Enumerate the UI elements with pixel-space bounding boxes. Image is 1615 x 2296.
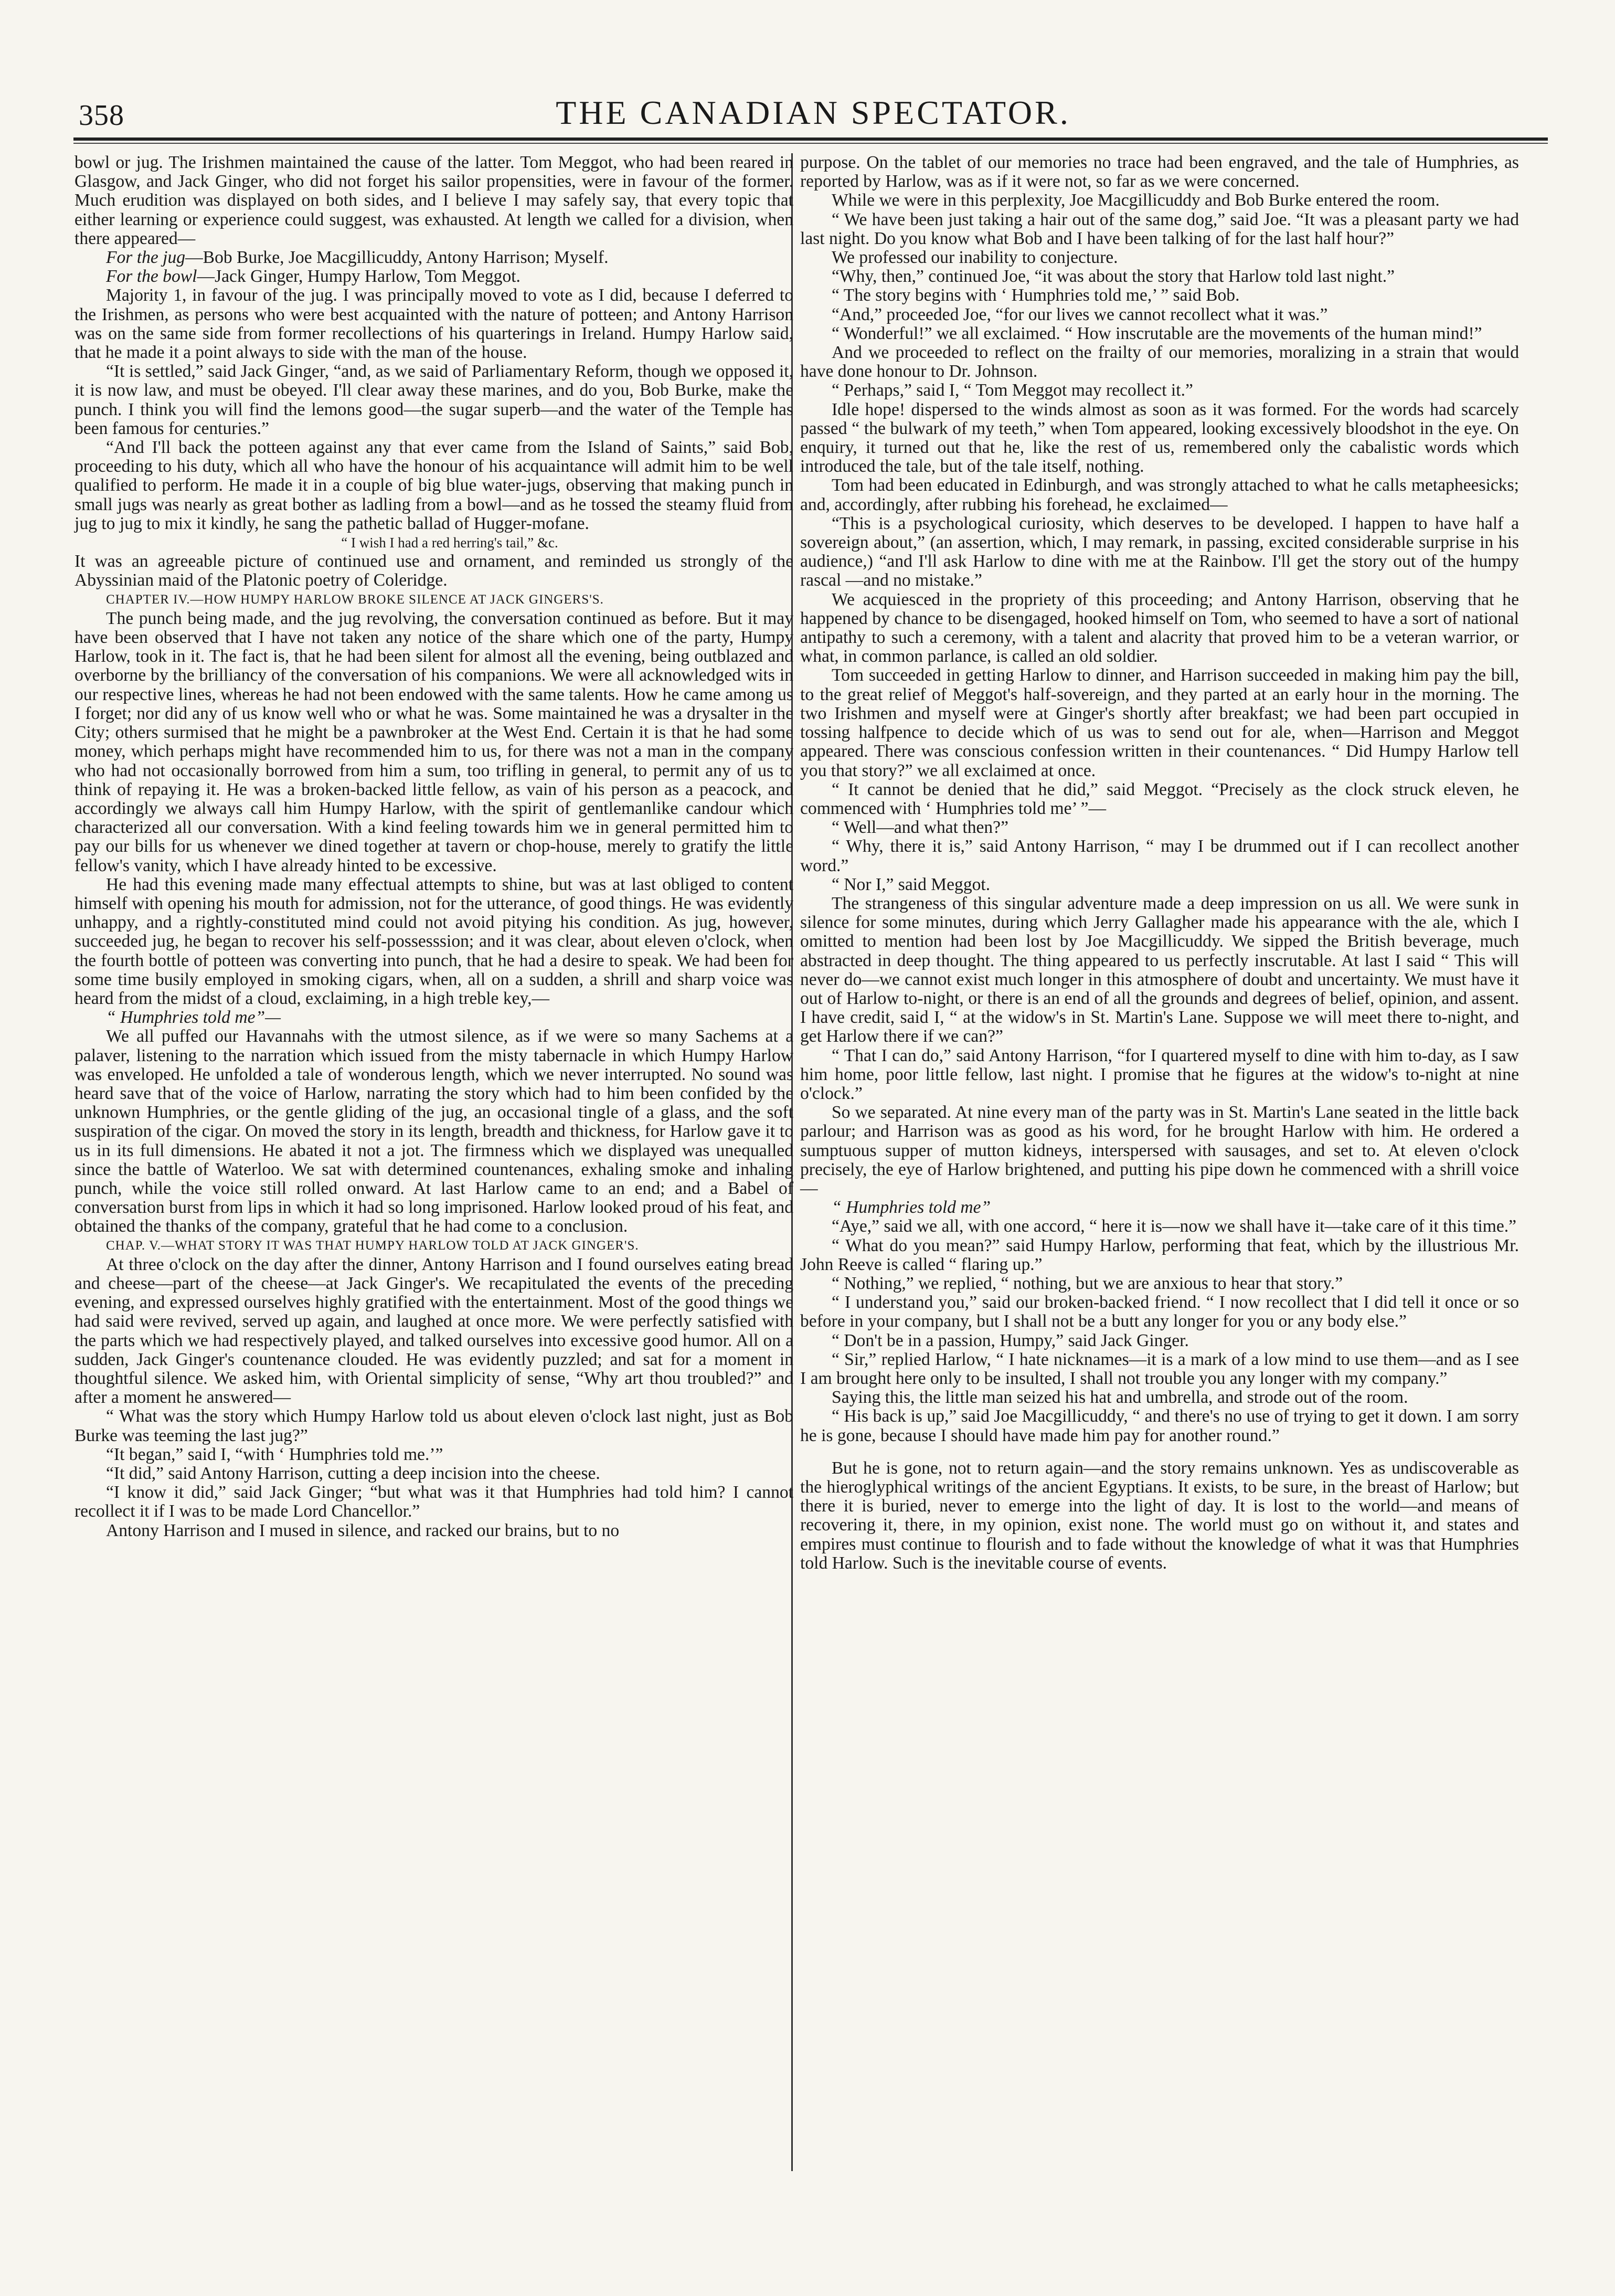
vote-bowl bbox=[75, 267, 793, 286]
paragraph: Tom had been educated in Edinburgh, and was strongly attached to what he calls metapheesicks; and, accordingly, after rubbing his forehead, he exclaimed— bbox=[800, 475, 1519, 514]
chapter-heading: CHAPTER IV.—HOW HUMPY HARLOW BROKE SILENCE AT JACK GINGERS'S. bbox=[106, 592, 604, 607]
paragraph: At three o'clock on the day after the dinner, Antony Harrison and I found ourselves eating bread and cheese—part of the cheese—at Jack Ginger's. We recapitulated the events of the preceding evening, and expressed ourselves highly gratified with the entertainment. Most of the good things we had said were revived, served up again, and laughed at once more. We were perfectly satisfied with the parts which we had respectively played, and talked ourselves into excessive good humor. All on a sudden, Jack Ginger's countenance clouded. He was evidently puzzled; and sat for a moment in thoughtful silence. We asked him, with Oriental simplicity of sense, “Why art thou troubled?” and after a moment he answered— bbox=[75, 1254, 793, 1408]
paragraph: bowl or jug. The Irishmen maintained the cause of the latter. Tom Meggot, who had been reared in Glasgow, and Jack Ginger, who did not forget his sailor propensities, were in favour of the former. Much erudition was displayed on both sides, and I believe I may safely say, that every topic that either learning or experience could suggest, was exhausted. At length we called for a division, when there appeared— bbox=[75, 153, 793, 248]
paragraph: The punch being made, and the jug revolving, the conversation continued as before. But it may have been observed that I have not taken any notice of the share which one of the party, Humpy Harlow, took in it. The fact is, that he had been silent for almost all the evening, being outblazed and overborne by the brilliancy of the conversation of his companions. We were all acknowledged wits in our respective lines, whereas he had not been endowed with the same talents. How he came among us I forget; nor did any of us know well who or what he was. Some maintained he was a drysalter in the City; others surmised that he might be a pawnbroker at the West End. Certain it is that he had some money, which perhaps might have recommended him to us, for there was not a man in the company who had not occasionally borrowed from him a sum, too trifling in general, to permit any of us to think of repaying it. He was a broken-backed little fellow, as vain of his person as a peacock, and accordingly we always call him Humpy Harlow, with the spirit of gentlemanlike candour which characterized all our conversation. With a kind feeling towards him we in general permitted him to pay our bills for us whenever we dined together at tavern or chop-house, merely to gratify the little fellow's vanity, which I have already hinted to be excessive. bbox=[75, 608, 793, 875]
paragraph: “ It cannot be denied that he did,” said Meggot. “Precisely as the clock struck eleven, he commenced with ‘ Humphries told me’ ”— bbox=[800, 779, 1519, 818]
paragraph: Majority 1, in favour of the jug. I was principally moved to vote as I did, because I deferred to the Irishmen, as persons who were best acquainted with the nature of potteen; and Antony Harrison was on the same side from former recollections of his quarterings in Ireland. Humpy Harlow said, that he made it a point always to side with the man of the house. bbox=[75, 285, 793, 363]
page-number: 358 bbox=[79, 99, 124, 132]
paragraph: “And I'll back the potteen against any that ever came from the Island of Saints,” said Bob, proceeding to his duty, which all who have the honour of his acquaintance will admit him to be well qualified to perform. He made it in a couple of big blue water-jugs, observing that making punch in small jugs was nearly as great bother as ladling from a bowl—and as he tossed the steamy fluid from jug to jug to mix it kindly, he sang the pathetic ballad of Hugger-mofane. bbox=[75, 438, 793, 533]
paragraph: Saying this, the little man seized his hat and umbrella, and strode out of the room. bbox=[832, 1388, 1408, 1408]
paragraph: purpose. On the tablet of our memories no trace had been engraved, and the tale of Humphries, as reported by Harlow, was as if it were not, so far as we were concerned. bbox=[800, 153, 1519, 192]
paragraph: Idle hope! dispersed to the winds almost as soon as it was formed. For the words had scarcely passed “ the bulwark of my teeth,” when Tom appeared, looking excessively bloodshot in the eye. On enquiry, it turned out that he, like the rest of us, remembered only the cabalistic words which introduced the tale, but of the tale itself, nothing. bbox=[800, 399, 1519, 477]
paragraph: “ Don't be in a passion, Humpy,” said Jack Ginger. bbox=[832, 1330, 1189, 1350]
paragraph: While we were in this perplexity, Joe Macgillicuddy and Bob Burke entered the room. bbox=[832, 191, 1440, 210]
paragraph: He had this evening made many effectual attempts to shine, but was at last obliged to content himself with opening his mouth for admission, not for the utterance, of good things. He was evidently unhappy, and a rightly-constituted mind could not avoid pitying his condition. As jug, however, succeeded jug, he began to recover his self-possesssion; and it was clear, about eleven o'clock, when the fourth bottle of potteen was converting into punch, that he had a desire to speak. We had been for some time busily employed in smoking cigars, when, all on a sudden, a shrill and sharp voice was heard from the midst of a cloud, exclaiming, in a high treble key,— bbox=[75, 874, 793, 1008]
vote-bowl-label: For the bowl bbox=[106, 267, 197, 287]
paragraph: “ What was the story which Humpy Harlow told us about eleven o'clock last night, just as Bob Burke was teeming the last jug?” bbox=[75, 1406, 793, 1445]
header-rule bbox=[73, 137, 1548, 141]
vote-jug-names: —Bob Burke, Joe Macgillicuddy, Antony Harrison; Myself. bbox=[185, 248, 609, 268]
paragraph: “ Nor I,” said Meggot. bbox=[832, 874, 991, 894]
paragraph: “Aye,” said we all, with one accord, “ here it is—now we shall have it—take care of it this time.” bbox=[832, 1216, 1517, 1236]
paragraph: “ Sir,” replied Harlow, “ I hate nicknames—it is a mark of a low mind to use them—and as I see I am brought here only to be insulted, I shall not trouble you any longer with my company.” bbox=[800, 1349, 1519, 1388]
paragraph: “ What do you mean?” said Humpy Harlow, performing that feat, which by the illustrious Mr. John Reeve is called “ flaring up.” bbox=[800, 1235, 1519, 1274]
paragraph: “ Wonderful!” we all exclaimed. “ How inscrutable are the movements of the human mind!” bbox=[832, 323, 1482, 343]
vote-bowl-names: —Jack Ginger, Humpy Harlow, Tom Meggot. bbox=[197, 267, 520, 287]
paragraph: “ Humphries told me” bbox=[832, 1198, 991, 1218]
paragraph: The strangeness of this singular adventure made a deep impression on us all. We were sunk in silence for some minutes, during which Jerry Gallagher made his appearance with the ale, which I omitted to mention had been lost by Joe Macgillicuddy. We sipped the British beverage, much abstracted in deep thought. The thing appeared to us perfectly inscrutable. At last I said “ This will never do—we cannot exist much longer in this atmosphere of doubt and uncertainty. We must have it out of Harlow to-night, or there is an end of all the grounds and degrees of belief, opinion, and assent. I have credit, said I, “ at the widow's in St. Martin's Lane. Suppose we will meet there to-night, and get Harlow there if we can?” bbox=[800, 893, 1519, 1046]
paragraph: “This is a psychological curiosity, which deserves to be developed. I happen to have half a sovereign about,” (an assertion, which, I may remark, in passing, excited considerable surprise in his audience,) “and I'll ask Harlow to dine with me at the Rainbow. I'll get the story out of the humpy rascal —and no mistake.” bbox=[800, 513, 1519, 590]
paragraph: And we proceeded to reflect on the frailty of our memories, moralizing in a strain that would have done honour to Dr. Johnson. bbox=[800, 343, 1519, 382]
paragraph: “ Humphries told me”— bbox=[106, 1008, 281, 1028]
paragraph: “And,” proceeded Joe, “for our lives we cannot recollect what it was.” bbox=[832, 304, 1328, 324]
paragraph: It was an agreeable picture of continued use and ornament, and reminded us strongly of the Abyssinian maid of the Platonic poetry of Coleridge. bbox=[75, 552, 793, 590]
paragraph: “It is settled,” said Jack Ginger, “and, as we said of Parliamentary Reform, though we opposed it, it is now law, and must be obeyed. I'll clear away these marines, and do you, Bob Burke, make the punch. I think you will find the lemons good—the sugar superb—and the water of the Temple has been famous for centuries.” bbox=[75, 362, 793, 438]
paragraph: We professed our inability to conjecture. bbox=[832, 248, 1118, 268]
left-column bbox=[75, 153, 793, 1540]
paragraph: “ Well—and what then?” bbox=[832, 818, 1008, 838]
paragraph: Antony Harrison and I mused in silence, and racked our brains, but to no bbox=[106, 1520, 620, 1540]
paragraph: “ We have been just taking a hair out of the same dog,” said Joe. “It was a pleasant party we had last night. Do you know what Bob and I have been talking of for the last half hour?” bbox=[800, 209, 1519, 248]
paragraph: “ Perhaps,” said I, “ Tom Meggot may recollect it.” bbox=[832, 380, 1193, 400]
paragraph: We all puffed our Havannahs with the utmost silence, as if we were so many Sachems at a palaver, listening to the narration which issued from the misty tabernacle in which Humpy Harlow was enveloped. He unfolded a tale of wonderous length, which we never interrupted. No sound was heard save that of the voice of Harlow, narrating the story which had to him been confided by the unknown Humphries, or the gentle gliding of the jug, an occasional tingle of a glass, and the soft suspiration of the cigar. On moved the story in its length, breadth and thickness, for Harlow gave it to us in its full dimensions. He abated it not a jot. The firmness which we displayed was unequalled since the battle of Waterloo. We sat with determined countenances, exhaling smoke and inhaling punch, while the voice still rolled onward. At last Harlow came to an end; and a Babel of conversation burst from lips in which it had so long imprisoned. Harlow looked proud of his feat, and obtained the thanks of the company, grateful that he had come to a conclusion. bbox=[75, 1027, 793, 1236]
paragraph: “ That I can do,” said Antony Harrison, “for I quartered myself to dine with him to-day, as I saw him home, poor little fellow, last night. I promise that he figures at the widow's to-night at nine o'clock.” bbox=[800, 1045, 1519, 1103]
paragraph: So we separated. At nine every man of the party was in St. Martin's Lane seated in the little back parlour; and Harrison was as good as his word, for he brought Harlow with him. He ordered a sumptuous supper of mutton kidneys, interspersed with sausages, and set to. At eleven o'clock precisely, the eye of Harlow brightened, and putting his pipe down he commenced with a shrill voice— bbox=[800, 1103, 1519, 1198]
paragraph: “ The story begins with ‘ Humphries told me,’ ” said Bob. bbox=[832, 285, 1240, 305]
paragraph: “Why, then,” continued Joe, “it was about the story that Harlow told last night.” bbox=[832, 267, 1395, 287]
paragraph: “ His back is up,” said Joe Macgillicuddy, “ and there's no use of trying to get it down. I am sorry he is gone, because I should have made him pay for another round.” bbox=[800, 1406, 1519, 1445]
vote-jug bbox=[75, 248, 793, 267]
chapter-heading: CHAP. V.—WHAT STORY IT WAS THAT HUMPY HARLOW TOLD AT JACK GINGER'S. bbox=[106, 1238, 639, 1253]
paragraph: But he is gone, not to return again—and the story remains unknown. Yes as undiscoverable as the hieroglyphical writings of the ancient Egyptians. It exists, to be sure, in the breast of Harlow; but there it is buried, never to emerge into the light of day. It is lost to the world—and means of recovering it, there, in my opinion, exist none. The world must go on without it, and states and empires must continue to flourish and to fade without the knowledge of what it was that Humphries told Harlow. Such is the inevitable course of events. bbox=[800, 1458, 1519, 1573]
paragraph: We acquiesced in the propriety of this proceeding; and Antony Harrison, observing that he happened by chance to be disengaged, hooked himself on Tom, who seemed to have a sort of national antipathy to such a ceremony, with a talent and alacrity that proved him to be a veteran warrior, or what, in common parlance, is called an old soldier. bbox=[800, 589, 1519, 666]
journal-title: THE CANADIAN SPECTATOR. bbox=[556, 94, 1071, 131]
verse-quote: “ I wish I had a red herring's tail,” &c. bbox=[341, 535, 558, 551]
vote-jug-label: For the jug bbox=[106, 248, 186, 268]
paragraph: “ I understand you,” said our broken-backed friend. “ I now recollect that I did tell it once or so before in your company, but I shall not be a butt any longer for you or any body else.” bbox=[800, 1293, 1519, 1331]
page-header bbox=[79, 93, 1548, 141]
paragraph: Tom succeeded in getting Harlow to dinner, and Harrison succeeded in making him pay the bill, to the great relief of Meggot's half-sovereign, and they parted at an early hour in the morning. The two Irishmen and myself were at Ginger's shortly after breakfast; we had been part occupied in tossing halfpence to decide which of us was to send out for ale, when—Harrison and Meggot appeared. There was conscious confession written in their countenances. “ Did Humpy Harlow tell you that story?” we all exclaimed at once. bbox=[800, 665, 1519, 780]
header-rule-thin bbox=[73, 143, 1548, 144]
paragraph: “It did,” said Antony Harrison, cutting a deep incision into the cheese. bbox=[106, 1464, 600, 1484]
paragraph: “ Nothing,” we replied, “ nothing, but we are anxious to hear that story.” bbox=[832, 1273, 1343, 1293]
right-column bbox=[800, 153, 1519, 1573]
paragraph: “I know it did,” said Jack Ginger; “but what was it that Humphries had told him? I cannot recollect it if I was to be made Lord Chancellor.” bbox=[75, 1483, 793, 1521]
paragraph: “ Why, there it is,” said Antony Harrison, “ may I be drummed out if I can recollect another word.” bbox=[800, 837, 1519, 875]
paragraph: “It began,” said I, “with ‘ Humphries told me.’” bbox=[106, 1444, 443, 1464]
